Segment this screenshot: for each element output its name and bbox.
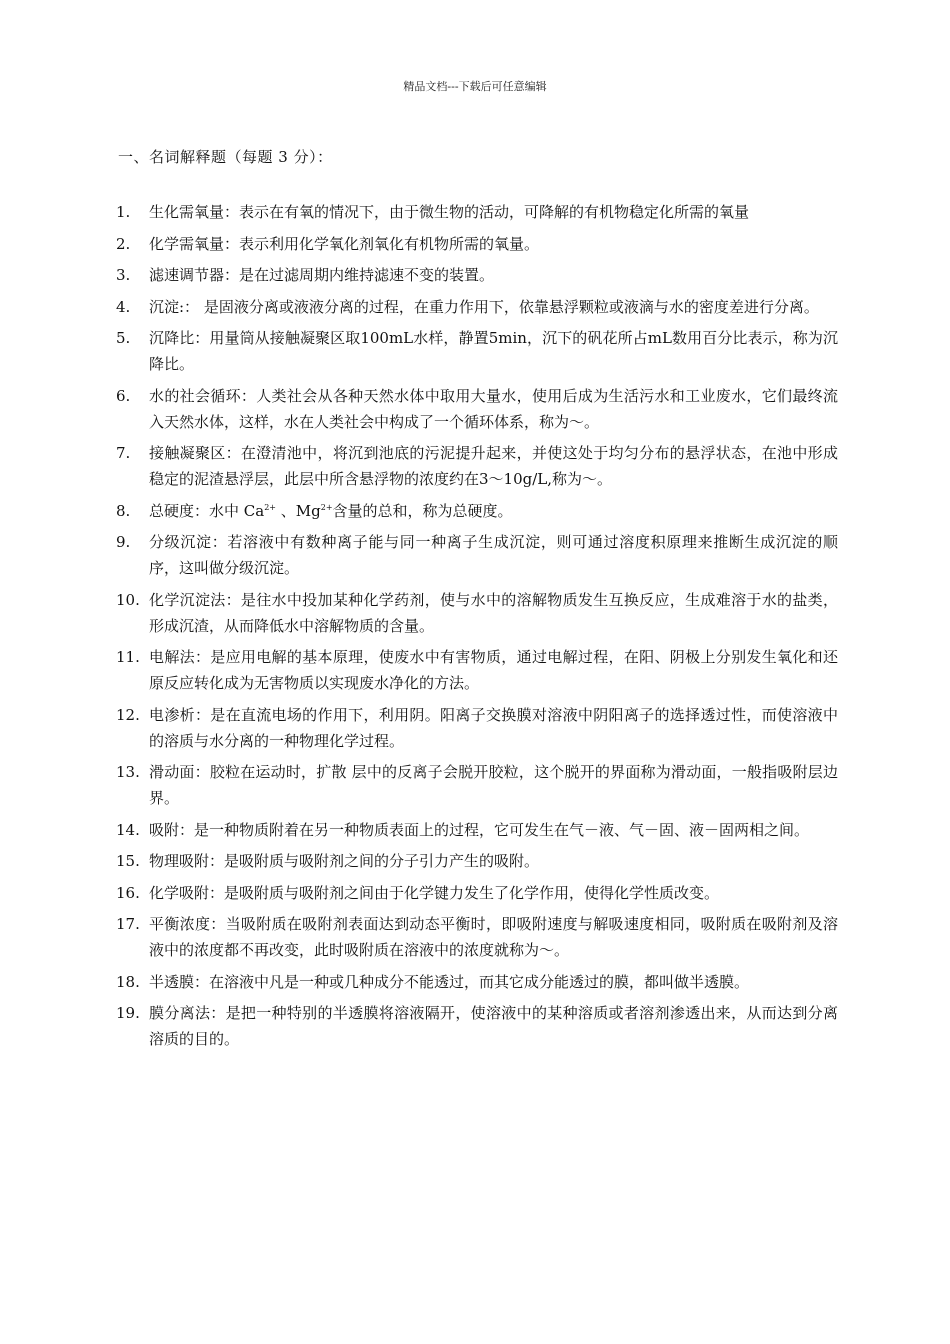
term-item (116, 848, 838, 874)
term-item (116, 587, 838, 639)
term-definition: 电解法：是应用电解的基本原理，使废水中有害物质，通过电解过程，在阳、阴极上分别发生氧化和还原反应转化成为无害物质以实现废水净化的方法。 (149, 648, 838, 692)
term-definition: 平衡浓度：当吸附质在吸附剂表面达到动态平衡时，即吸附速度与解吸速度相同，吸附质在吸附剂及溶液中的浓度都不再改变，此时吸附质在溶液中的浓度就称为～。 (149, 915, 838, 959)
term-definition: 生化需氧量：表示在有氧的情况下，由于微生物的活动，可降解的有机物稳定化所需的氧量 (149, 203, 750, 221)
term-item (116, 231, 838, 257)
term-item (116, 817, 838, 843)
term-definition: 吸附：是一种物质附着在另一种物质表面上的过程，它可发生在气－液、气－固、液－固两相之间。 (149, 820, 810, 839)
term-item (116, 498, 838, 524)
term-number: 8. (116, 501, 131, 520)
term-definition: 电渗析：是在直流电场的作用下，利用阴。阳离子交换膜对溶液中阴阳离子的选择透过性，而使溶液中的溶质与水分离的一种物理化学过程。 (149, 705, 838, 750)
term-number: 14. (116, 820, 140, 839)
term-item (116, 383, 838, 435)
term-item (116, 702, 838, 754)
section-title: 一、名词解释题（每题 3 分）： (118, 148, 333, 166)
term-item (116, 440, 838, 492)
term-number: 13. (116, 763, 140, 781)
term-number: 7. (116, 444, 131, 462)
term-number: 1. (116, 203, 131, 221)
term-definition: 沉降比：用量筒从接触凝聚区取100mL水样，静置5min，沉下的矾花所占mL数用百分比表示，称为沉降比。 (149, 329, 838, 373)
term-number: 16. (116, 883, 140, 902)
term-list (116, 199, 838, 1058)
term-number: 11. (116, 648, 140, 666)
term-item (116, 880, 838, 906)
term-definition: 分级沉淀：若溶液中有数种离子能与同一种离子生成沉淀，则可通过溶度积原理来推断生成沉淀的顺序，这叫做分级沉淀。 (149, 533, 838, 577)
term-item (116, 1000, 838, 1052)
term-number: 18. (116, 972, 140, 991)
term-definition: 半透膜：在溶液中凡是一种或几种成分不能透过，而其它成分能透过的膜，都叫做半透膜。 (149, 972, 750, 991)
term-number: 15. (116, 852, 140, 870)
term-item (116, 529, 838, 581)
term-item (116, 644, 838, 696)
term-item (116, 325, 838, 377)
page-header: 精品文档---下载后可任意编辑 (403, 80, 547, 93)
term-number: 12. (116, 705, 140, 724)
term-definition: 滑动面：胶粒在运动时，扩散 层中的反离子会脱开胶粒，这个脱开的界面称为滑动面，一般指吸附层边界。 (149, 763, 838, 807)
ion-charge: 2+ (320, 502, 333, 512)
term-definition: 水的社会循环：人类社会从各种天然水体中取用大量水，使用后成为生活污水和工业废水，它们最终流入天然水体，这样，水在人类社会中构成了一个循环体系，称为～。 (149, 386, 838, 431)
term-item (116, 294, 838, 320)
term-definition: 沉淀:： 是固液分离或液液分离的过程，在重力作用下，依靠悬浮颗粒或液滴与水的密度差进行分离。 (149, 297, 819, 316)
ion-charge: 2+ (264, 502, 276, 512)
term-number: 4. (116, 297, 131, 316)
term-definition: 化学吸附：是吸附质与吸附剂之间由于化学键力发生了化学作用，使得化学性质改变。 (149, 883, 720, 902)
term-text-part: 总硬度：水中 Ca (149, 501, 265, 520)
term-number: 9. (116, 533, 131, 551)
term-text-part: 、Mg (276, 501, 321, 520)
term-number: 6. (116, 386, 131, 405)
term-number: 10. (116, 590, 140, 609)
term-item (116, 911, 838, 963)
term-definition: 化学需氧量：表示利用化学氧化剂氧化有机物所需的氧量。 (149, 234, 540, 253)
term-definition (149, 498, 838, 524)
term-text-part: 含量的总和，称为总硬度。 (332, 501, 513, 520)
term-definition: 化学沉淀法：是往水中投加某种化学药剂，使与水中的溶解物质发生互换反应，生成难溶于水的盐类，形成沉渣，从而降低水中溶解物质的含量。 (149, 590, 838, 635)
term-definition: 滤速调节器：是在过滤周期内维持滤速不变的装置。 (149, 266, 495, 284)
term-number: 17. (116, 915, 140, 933)
term-definition: 膜分离法：是把一种特别的半透膜将溶液隔开，使溶液中的某种溶质或者溶剂渗透出来，从而达到分离溶质的目的。 (149, 1004, 838, 1048)
term-item (116, 199, 838, 225)
term-number: 2. (116, 234, 131, 253)
term-item (116, 969, 838, 995)
term-number: 19. (116, 1004, 140, 1022)
term-number: 3. (116, 266, 131, 284)
term-definition: 接触凝聚区：在澄清池中，将沉到池底的污泥提升起来，并使这处于均匀分布的悬浮状态，在池中形成稳定的泥渣悬浮层，此层中所含悬浮物的浓度约在3～10g/L,称为～。 (149, 444, 838, 488)
term-definition: 物理吸附：是吸附质与吸附剂之间的分子引力产生的吸附。 (149, 852, 540, 870)
term-item (116, 759, 838, 811)
term-number: 5. (116, 329, 131, 347)
term-item (116, 262, 838, 288)
